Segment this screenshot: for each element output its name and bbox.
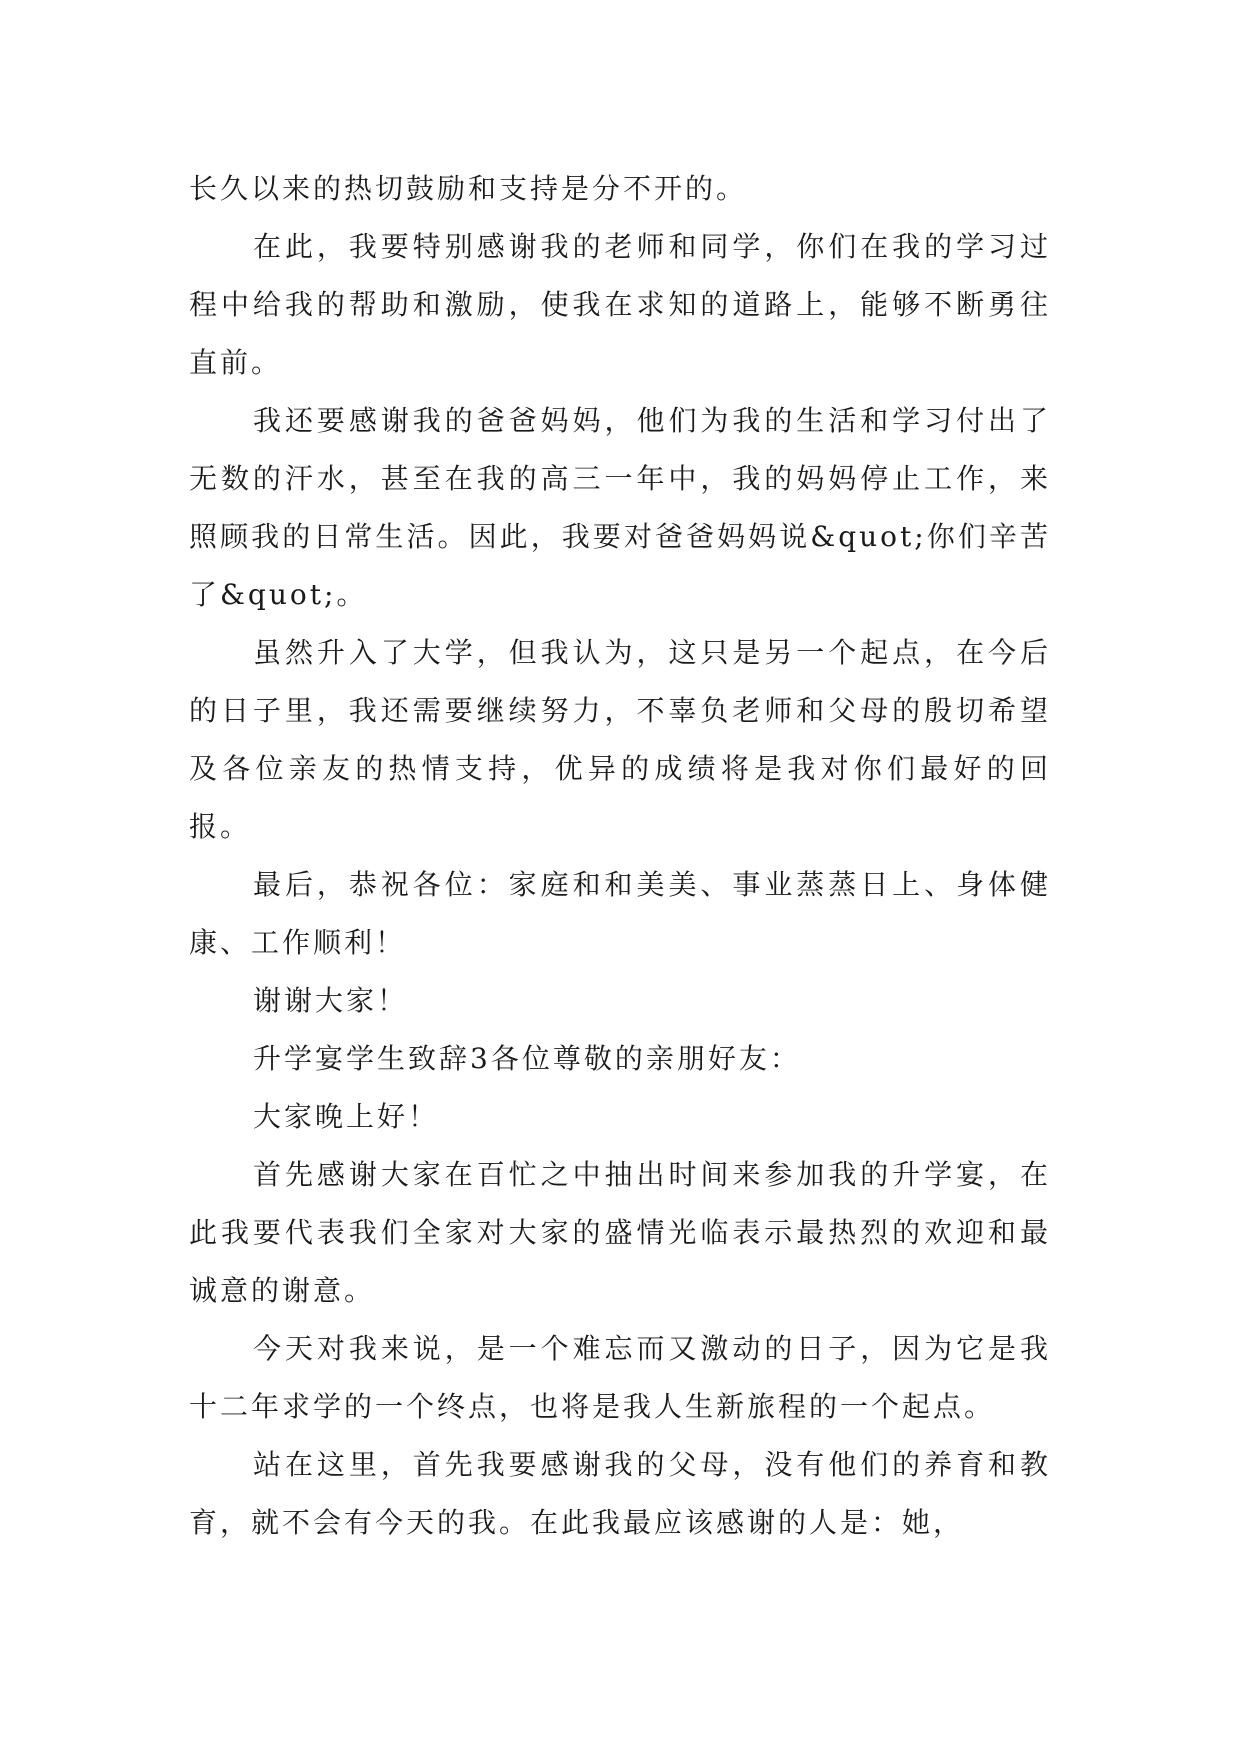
paragraph-5: 最后，恭祝各位：家庭和和美美、事业蒸蒸日上、身体健康、工作顺利！ xyxy=(189,868,1051,959)
paragraph-1: 长久以来的热切鼓励和支持是分不开的。 xyxy=(189,172,748,205)
paragraph-4: 虽然升入了大学，但我认为，这只是另一个起点，在今后的日子里，我还需要继续努力，不辜负老师和父母的殷切希望及各位亲友的热情支持，优异的成绩将是我对你们最好的回报。 xyxy=(189,636,1051,843)
paragraph-9: 首先感谢大家在百忙之中抽出时间来参加我的升学宴，在此我要代表我们全家对大家的盛情光临表示最热烈的欢迎和最诚意的谢意。 xyxy=(189,1158,1051,1307)
paragraph-11: 站在这里，首先我要感谢我的父母，没有他们的养育和教育，就不会有今天的我。在此我最应该感谢的人是：她， xyxy=(189,1448,1051,1539)
paragraph-2: 在此，我要特别感谢我的老师和同学，你们在我的学习过程中给我的帮助和激励，使我在求知的道路上，能够不断勇往直前。 xyxy=(189,230,1051,379)
paragraph-10: 今天对我来说，是一个难忘而又激动的日子，因为它是我十二年求学的一个终点，也将是我人生新旅程的一个起点。 xyxy=(189,1332,1051,1423)
document-body xyxy=(189,160,1051,1552)
paragraph-6: 谢谢大家！ xyxy=(253,984,409,1017)
paragraph-8: 大家晚上好！ xyxy=(253,1100,440,1133)
paragraph-7: 升学宴学生致辞3各位尊敬的亲朋好友： xyxy=(253,1042,801,1075)
paragraph-3: 我还要感谢我的爸爸妈妈，他们为我的生活和学习付出了无数的汗水，甚至在我的高三一年中，我的妈妈停止工作，来照顾我的日常生活。因此，我要对爸爸妈妈说&quot;你们辛苦了&quot;。 xyxy=(189,404,1051,611)
